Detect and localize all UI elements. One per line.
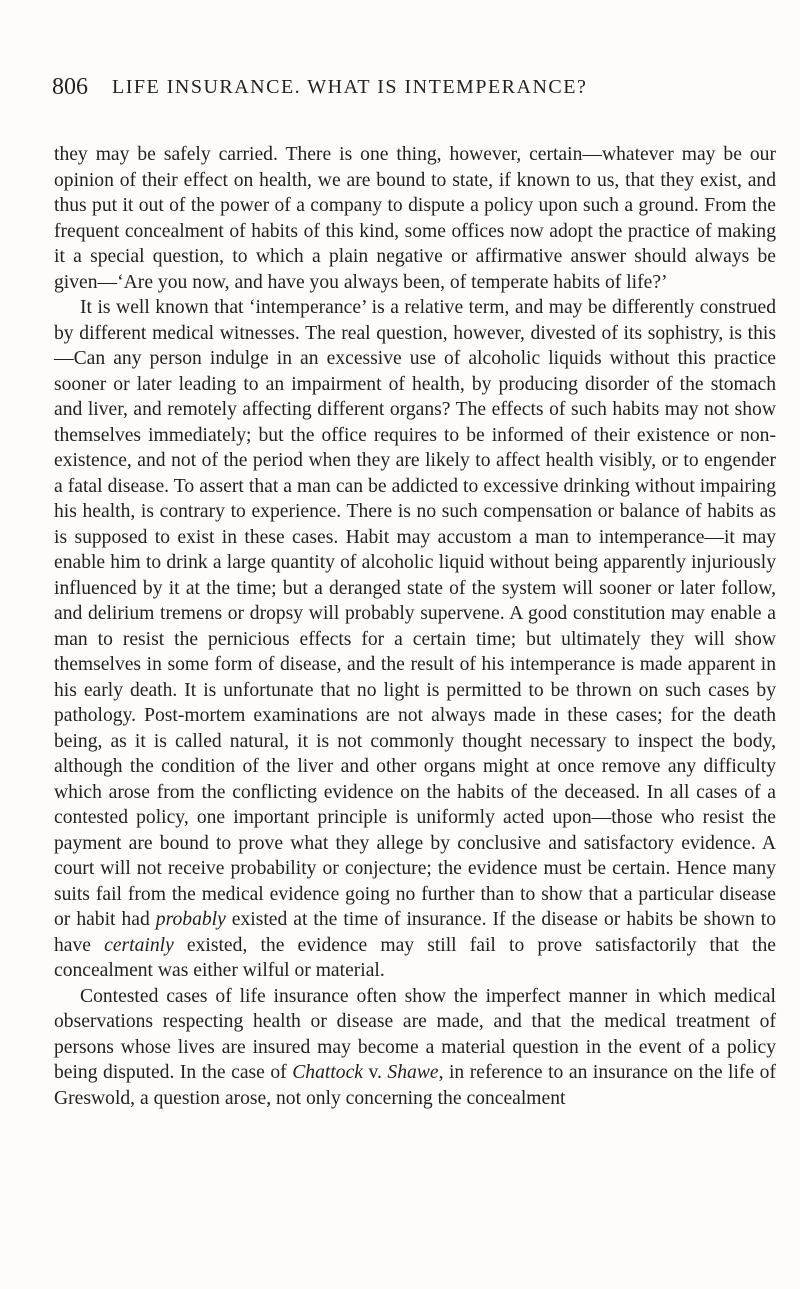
paragraph-text: It is well known that ‘intemperance’ is a relative term, and may be differently construed by different medical witnesses. The real question, however, divested of its sophistry, is this—Can any person indulge in an excessive use of alcoholic liquids without this practice sooner or later leading to an impairment of health, by producing disorder of the stomach and liver, and remotely affecting different organs? The effects of such habits may not show themselves immediately; but the office requires to be informed of their existence or non-existence, and not of the period when they are likely to affect health visibly, or to engender a fatal disease. To assert that a man can be addicted to excessive drinking without impairing his health, is contrary to experience. There is no such compensation or balance of habits as is supposed to exist in these cases. Habit may accustom a man to intemperance—it may enable him to drink a large quantity of alcoholic liquid without being apparently injuriously influenced by it at the time; but a deranged state of the system will sooner or later follow, and delirium tremens or dropsy will probably supervene. A good constitution may enable a man to resist the pernicious effects for a certain time; but ultimately they will show themselves in some form of disease, and the result of his intemperance is made apparent in his early death. It is unfortunate that no light is permitted to be thrown on such cases by pathology. Post-mortem examinations are not always made in these cases; for the death being, as it is called natural, it is not commonly thought necessary to inspect the body, although the condition of the liver and other organs might at once remove any difficulty which arose from the conflicting evidence on the habits of the deceased. In all cases of a contested policy, one important principle is uniformly acted upon—those who resist the payment are bound to prove what they allege by conclusive and satisfactory evidence. A court will not receive probability or conjecture; the evidence must be certain. Hence many suits fail from the medical evidence going no further than to show that a particular disease or habit had (54, 297, 776, 930)
italic-word-certainly: certainly (104, 934, 174, 956)
paragraph-2 (54, 295, 776, 984)
paragraph-text: v. (362, 1062, 388, 1083)
paragraph-text: existed at the time of insurance. If the disease or habits be shown to have (54, 909, 776, 956)
paragraph-3 (54, 984, 776, 1112)
italic-word-probably: probably (155, 909, 226, 930)
paragraph-text: Contested cases of life insurance often show the imperfect manner in which medical observations respecting health or disease are made, and that the medical treatment of persons whose lives are insured may become a material question in the event of a policy being disputed. In the case of (54, 985, 776, 1083)
body-text (54, 142, 776, 1111)
running-head (52, 74, 772, 106)
page-number: 806 (52, 74, 88, 100)
paragraph-1 (54, 142, 776, 295)
paragraph-text: , in reference to an insurance on the life of Greswold, a question arose, not only concerning the concealment (54, 1062, 776, 1109)
running-title: LIFE INSURANCE. WHAT IS INTEMPERANCE? (112, 76, 588, 98)
paragraph-text: existed, the evidence may still fail to prove satisfactorily that the concealment was either wilful or material. (54, 934, 776, 981)
paragraph-text: they may be safely carried. There is one thing, however, certain—whatever may be our opinion of their effect on health, we are bound to state, if known to us, that they exist, and thus put it out of the power of a company to dispute a policy upon such a ground. From the frequent concealment of habits of this kind, some offices now adopt the practice of making it a special question, to which a plain negative or affirmative answer should always be given—‘Are you now, and have you always been, of temperate habits of life?’ (54, 144, 776, 293)
case-party-chattock: Chattock (292, 1062, 363, 1083)
case-party-shawe: Shawe (387, 1062, 439, 1083)
